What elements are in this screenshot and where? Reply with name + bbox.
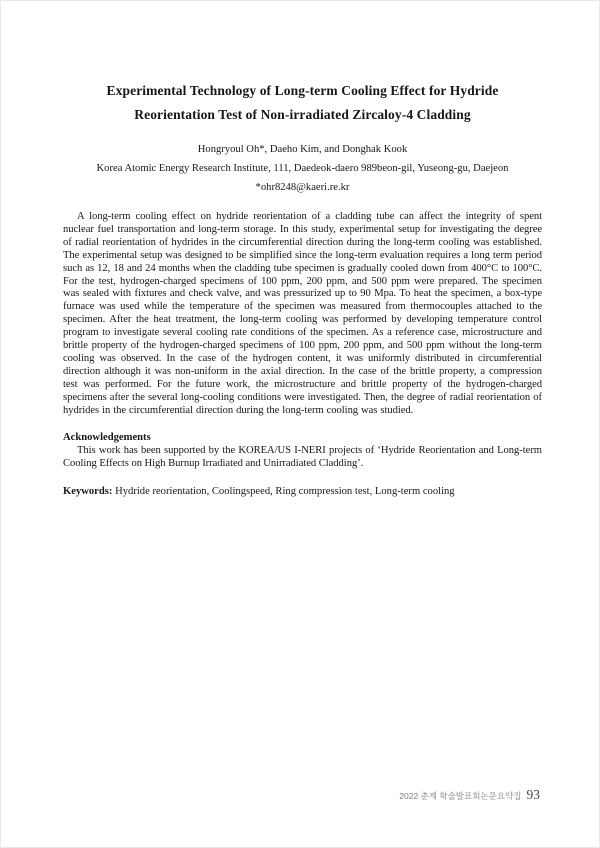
footer-page-number: 93 xyxy=(526,787,540,802)
keywords-text: Hydride reorientation, Coolingspeed, Ring compression test, Long-term cooling xyxy=(112,485,455,497)
abstract-text: A long-term cooling effect on hydride reorientation of a cladding tube can affect the integrity of spent nuclear fuel transportation and long-term storage. In this study, experimental setup for investigating the degree of radial reorientation of hydrides in the circumferential direction during the long-term cooling was established. The experimental setup was designed to be simplified since the long-term evaluation requires a long term period such as 12, 18 and 24 months when the cladding tube specimen is gradually cooled down from 400°C to 100°C. For the test, hydrogen-charged specimens of 100 ppm, 200 ppm, and 500 ppm were prepared. The specimen was sealed with fixtures and check valve, and was pressurized up to 90 Mpa. To heat the specimen, a box-type furnace was used while the temperature of the specimen was measured from thermocouples attached to the specimen. After the heat treatment, the long-term cooling was performed by developing temperature control program to investigate several cooling rate conditions of the specimen. As a reference case, microstructure and brittle property of the hydrogen-charged specimens of 100 ppm, 200 ppm, and 500 ppm without the long-term cooling was observed. In the case of the hydrogen content, it was uniformly distributed in circumferential direction although it was non-uniform in the axial direction. In the case of the brittle property, a compression test was performed. For the future work, the microstructure and brittle property of the hydrogen-charged specimens after the several long-cooling conditions were investigated. Then, the degree of radial reorientation of hydrides in the circumferential direction during the long-term cooling was studied. xyxy=(63,211,542,416)
paper-title-line-2: Reorientation Test of Non-irradiated Zircaloy-4 Cladding xyxy=(134,107,471,122)
keywords-line xyxy=(63,485,542,498)
paper-title xyxy=(63,79,542,127)
acknowledgements-text: This work has been supported by the KOREA/US I-NERI projects of ‘Hydride Reorientation and Long-term Cooling Effects on High Burnup Irradiated and Unirradiated Cladding’. xyxy=(63,444,542,469)
paper-authors: Hongryoul Oh*, Daeho Kim, and Donghak Kook xyxy=(197,144,408,155)
paper-title-line-1: Experimental Technology of Long-term Cooling Effect for Hydride xyxy=(106,83,499,98)
keywords-label: Keywords: xyxy=(63,485,113,497)
page-footer xyxy=(399,786,540,804)
acknowledgements-heading: Acknowledgements xyxy=(63,431,151,443)
page-content xyxy=(63,1,542,498)
footer-booklet-title: 2022 춘계 학술발표회논문요약집 xyxy=(399,791,522,801)
paper-email: *ohr8248@kaeri.re.kr xyxy=(255,182,350,193)
paper-affiliation: Korea Atomic Energy Research Institute, 111, Daedeok-daero 989beon-gil, Yuseong-gu, Daejeon xyxy=(96,163,509,174)
